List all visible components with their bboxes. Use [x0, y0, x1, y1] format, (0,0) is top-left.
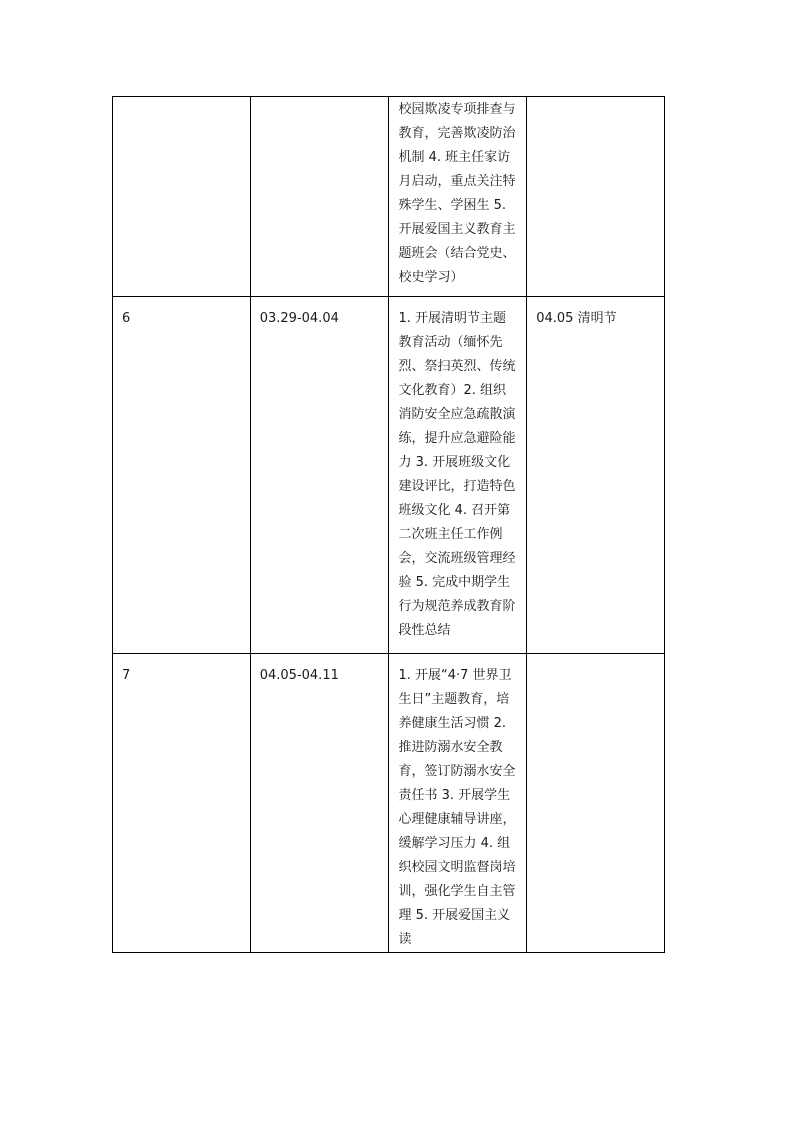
- note-cell: [527, 97, 665, 297]
- date-cell: 03.29-04.04: [250, 297, 389, 654]
- week-cell: 7: [113, 654, 251, 953]
- note-cell: 04.05 清明节: [527, 297, 665, 654]
- content-cell: 1. 开展清明节主题教育活动（缅怀先烈、祭扫英烈、传统文化教育）2. 组织消防安全应急疏散演练，提升应急避险能力 3. 开展班级文化建设评比，打造特色班级文化 4. 召开第二次班主任工作例会，交流班级管理经验 5. 完成中期学生行为规范养成教育阶段性总结: [389, 297, 527, 654]
- note-cell: [527, 654, 665, 953]
- schedule-table: [112, 96, 665, 953]
- table-row: [113, 654, 665, 953]
- table-row: [113, 297, 665, 654]
- table-row: [113, 97, 665, 297]
- week-cell: [113, 97, 251, 297]
- content-cell: 校园欺凌专项排查与教育，完善欺凌防治机制 4. 班主任家访月启动，重点关注特殊学生、学困生 5. 开展爱国主义教育主题班会（结合党史、校史学习）: [389, 97, 527, 297]
- content-cell: 1. 开展“4·7 世界卫生日”主题教育，培养健康生活习惯 2. 推进防溺水安全教育，签订防溺水安全责任书 3. 开展学生心理健康辅导讲座，缓解学习压力 4. 组织校园文明监督岗培训，强化学生自主管理 5. 开展爱国主义读: [389, 654, 527, 953]
- week-cell: 6: [113, 297, 251, 654]
- date-cell: 04.05-04.11: [250, 654, 389, 953]
- date-cell: [250, 97, 389, 297]
